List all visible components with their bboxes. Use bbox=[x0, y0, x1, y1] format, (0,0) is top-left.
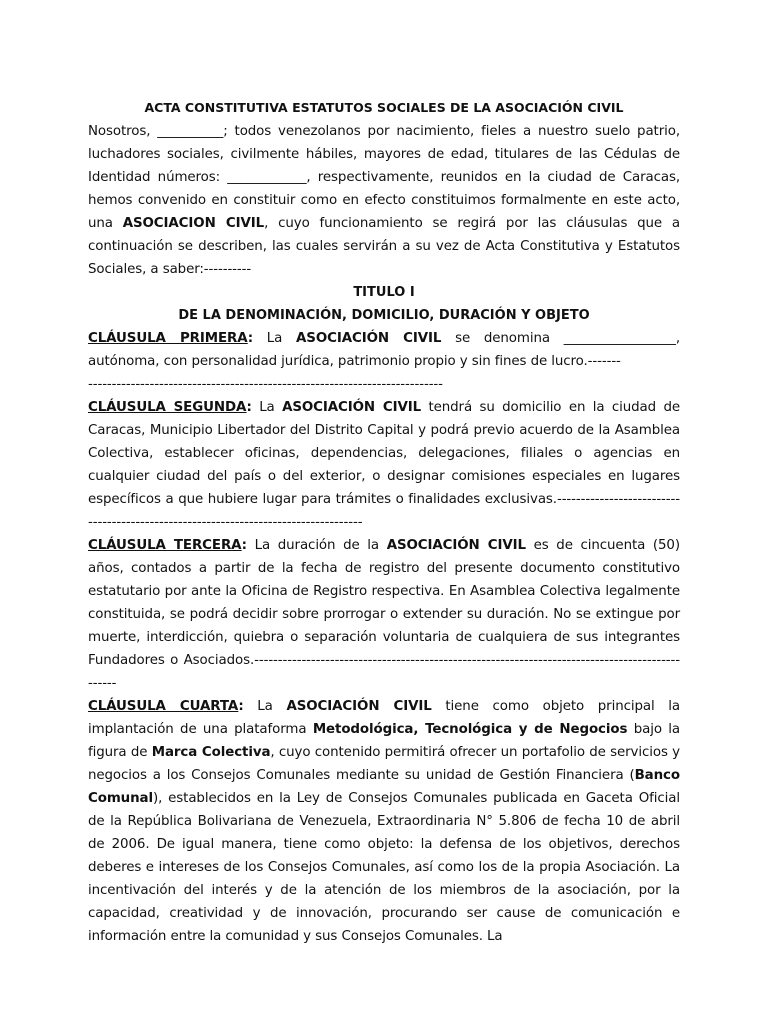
clausula-tercera-text-1: La duración de la bbox=[246, 538, 387, 553]
clausula-cuarta-text-5: ), establecidos en la Ley de Consejos Comunales publicada en Gaceta Oficial de la República Bolivariana de Venezuela, Extraordinaria N° 5.806 de fecha 10 de abril de 2006. De igual manera, tiene como objeto: la defensa de los objetivos, derechos deberes e intereses de los Consejos Comunales, así como los de la propia Asociación. La incentivación del interés y de la atención de los miembros de la asociación, por la capacidad, creatividad y de innovación, procurando ser cause de comunicación e información entre la comunidad y sus Consejos Comunales. La bbox=[88, 791, 680, 944]
asociacion-civil-bold: ASOCIACION CIVIL bbox=[122, 216, 265, 231]
clausula-cuarta-colon: : bbox=[238, 699, 244, 714]
clausula-cuarta-bold-1: ASOCIACIÓN CIVIL bbox=[286, 699, 432, 714]
clausula-segunda-bold: ASOCIACIÓN CIVIL bbox=[282, 400, 422, 415]
name-blank: _________________ bbox=[563, 331, 676, 346]
clausula-cuarta-text-1: La bbox=[243, 699, 287, 714]
intro-text-1: Nosotros, bbox=[88, 124, 158, 139]
separator-dashes: --------------------------------------------------------------------------- bbox=[88, 377, 443, 392]
clausula-cuarta-text-3: bajo la figura de bbox=[88, 722, 680, 760]
intro-text-4: , cuyo funcionamiento se regirá por las cláusulas que a continuación se describen, las cuales servirán a su vez de Acta Constitutiva y Estatutos Sociales, a saber:---------- bbox=[88, 216, 681, 277]
clausula-tercera-colon: : bbox=[241, 538, 247, 553]
clausula-cuarta-text-2: tiene como objeto principal la implantación de una plataforma bbox=[88, 699, 681, 737]
intro-paragraph bbox=[88, 120, 680, 281]
clausula-segunda bbox=[88, 396, 680, 534]
clausula-cuarta-label: CLÁUSULA CUARTA bbox=[88, 699, 239, 714]
clausula-segunda-text-1: La bbox=[251, 400, 283, 415]
clausula-primera bbox=[88, 327, 680, 373]
intro-text-3: , respectivamente, reunidos en la ciudad de Caracas, hemos convenido en constituir como en efecto constituimos formalmente en este acto, una bbox=[88, 170, 680, 231]
clausula-segunda-text-2: tendrá su domicilio en la ciudad de Caracas, Municipio Libertador del Distrito Capital y podrá previo acuerdo de la Asamblea Colectiva, establecer oficinas, dependencias, delegaciones, filiales o agencias en cualquier ciudad del país o del exterior, o designar comisiones especiales en lugares específicos a que hubiere lugar para trámites o finalidades exclusivas.------------------------------------------------------------------------------------ bbox=[88, 400, 681, 530]
clausula-cuarta-bold-4: Banco Comunal bbox=[88, 768, 680, 806]
clausula-segunda-label: CLÁUSULA SEGUNDA bbox=[88, 400, 247, 415]
names-blank: __________ bbox=[157, 124, 224, 139]
intro-text-2: ; todos venezolanos por nacimiento, fieles a nuestro suelo patrio, luchadores sociales, civilmente hábiles, mayores de edad, titulares de las Cédulas de Identidad números: bbox=[88, 124, 680, 185]
clausula-cuarta-bold-2: Metodológica, Tecnológica y de Negocios bbox=[312, 722, 628, 737]
clausula-tercera-bold: ASOCIACIÓN CIVIL bbox=[386, 538, 526, 553]
titulo-heading: TITULO I bbox=[353, 285, 415, 300]
clausula-tercera-label: CLÁUSULA TERCERA bbox=[88, 538, 242, 553]
clausula-tercera bbox=[88, 534, 680, 695]
id-numbers-blank: ____________ bbox=[227, 170, 307, 185]
clausula-cuarta-bold-3: Marca Colectiva bbox=[151, 745, 271, 760]
clausula-primera-text-1: La bbox=[253, 331, 297, 346]
clausula-primera-text-2: se denomina bbox=[441, 331, 564, 346]
clausula-primera-bold: ASOCIACIÓN CIVIL bbox=[296, 331, 442, 346]
clausula-primera-text-3: , autónoma, con personalidad jurídica, patrimonio propio y sin fines de lucro.------- bbox=[88, 331, 681, 369]
clausula-segunda-colon: : bbox=[246, 400, 252, 415]
clausula-primera-label: CLÁUSULA PRIMERA bbox=[88, 331, 248, 346]
clausula-primera-colon: : bbox=[247, 331, 254, 346]
clausula-cuarta bbox=[88, 695, 680, 948]
clausula-cuarta-text-4: , cuyo contenido permitirá ofrecer un portafolio de servicios y negocios a los Consejos Comunales mediante su unidad de Gestión Financiera ( bbox=[88, 745, 680, 783]
clausula-tercera-text-2: es de cincuenta (50) años, contados a partir de la fecha de registro del presente documento constitutivo estatutario por ante la Oficina de Registro respectiva. En Asamblea Colectiva legalmente constituida, se podrá decidir sobre prorrogar o extender su duración. No se extingue por muerte, interdicción, quiebra o separación voluntaria de cualquiera de sus integrantes Fundadores o Asociados.------------------------------------------------------------------------------------------------ bbox=[88, 538, 680, 691]
document-title: ACTA CONSTITUTIVA ESTATUTOS SOCIALES DE LA ASOCIACIÓN CIVIL bbox=[144, 100, 624, 115]
titulo-subheading: DE LA DENOMINACIÓN, DOMICILIO, DURACIÓN Y OBJETO bbox=[178, 308, 590, 323]
